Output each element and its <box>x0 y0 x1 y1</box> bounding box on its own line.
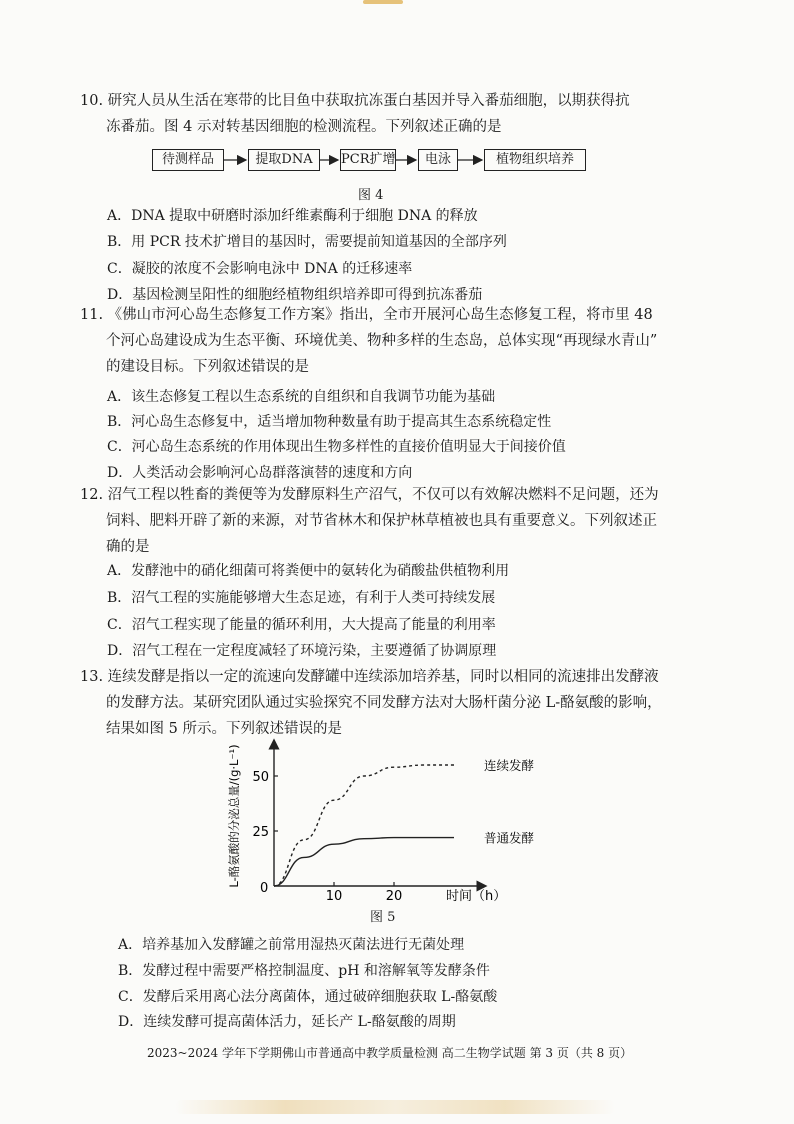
q11-stem-line3: 的建设目标。下列叙述错误的是 <box>106 359 309 375</box>
q12-stem-line1: 12. 沼气工程以牲畜的粪便等为发酵原料生产沼气，不仅可以有效解决燃料不足问题，还为 <box>80 487 659 503</box>
q10-stem-line1: 10. 研究人员从生活在寒带的比目鱼中获取抗冻蛋白基因并导入番茄细胞，以期获得抗 <box>80 93 630 109</box>
flow-step-4: 电泳 <box>418 149 458 171</box>
q13-option-d: D．连续发酵可提高菌体活力，延长产 L-酪氨酸的周期 <box>118 1014 456 1030</box>
question-10 <box>80 88 720 140</box>
q11-stem-line2: 个河心岛建设成为生态平衡、环境优美、物种多样的生态岛，总体实现“再现绿水青山” <box>106 333 658 349</box>
question-11 <box>80 302 720 380</box>
q12-option-b: B．沼气工程的实施能够增大生态足迹，有利于人类可持续发展 <box>107 590 496 606</box>
series-line-2 <box>274 838 454 886</box>
flow-step-5: 植物组织培养 <box>484 149 586 171</box>
q12-stem-line3: 确的是 <box>106 539 150 555</box>
series-labels <box>484 758 535 846</box>
figure-5-chart <box>220 732 540 902</box>
y-tick-label: 50 <box>252 770 269 785</box>
q11-option-c: C．河心岛生态系统的作用体现出生物多样性的直接价值明显大于间接价值 <box>107 439 566 455</box>
scan-mark-top <box>363 0 403 4</box>
series-line-1 <box>274 765 454 886</box>
axis-ticks <box>252 770 402 902</box>
q12-stem-line2: 饲料、肥料开辟了新的来源，对节省林木和保护林草植被也具有重要意义。下列叙述正 <box>106 513 657 529</box>
q10-option-b: B．用 PCR 技术扩增目的基因时，需要提前知道基因的全部序列 <box>107 234 507 250</box>
q11-option-b: B．河心岛生态修复中，适当增加物种数量有助于提高其生态系统稳定性 <box>107 414 552 430</box>
series-lines <box>274 765 454 886</box>
q13-option-b: B．发酵过程中需要严格控制温度、pH 和溶解氧等发酵条件 <box>118 963 490 979</box>
q10-option-a: A．DNA 提取中研磨时添加纤维素酶利于细胞 DNA 的释放 <box>107 208 478 224</box>
question-12 <box>80 482 720 560</box>
q10-stem-line2: 冻番茄。图 4 示对转基因细胞的检测流程。下列叙述正确的是 <box>106 119 502 135</box>
q12-option-c: C．沼气工程实现了能量的循环利用，大大提高了能量的利用率 <box>107 617 496 633</box>
q10-option-c: C．凝胶的浓度不会影响电泳中 DNA 的迁移速率 <box>107 261 413 277</box>
figure-4-caption: 图 4 <box>358 188 384 203</box>
q11-option-a: A．该生态修复工程以生态系统的自组织和自我调节功能为基础 <box>107 389 496 405</box>
q13-stem-line2: 的发酵方法。某研究团队通过实验探究不同发酵方法对大肠杆菌分泌 L-酪氨酸的影响， <box>106 695 662 711</box>
y-axis-label: L-酪氨酸的分泌总量/(g·L⁻¹) <box>227 744 241 888</box>
y-tick-label: 25 <box>252 825 269 840</box>
flow-step-1: 待测样品 <box>152 149 224 171</box>
q12-option-d: D．沼气工程在一定程度减轻了环境污染，主要遵循了协调原理 <box>107 643 497 659</box>
origin-label: 0 <box>260 881 269 896</box>
series-label-1: 连续发酵 <box>484 758 535 773</box>
series-label-2: 普通发酵 <box>484 830 535 846</box>
figure-4-flowchart <box>152 147 592 173</box>
q11-option-d: D．人类活动会影响河心岛群落演替的速度和方向 <box>107 465 413 481</box>
q11-stem-line1: 11. 《佛山市河心岛生态修复工作方案》指出，全市开展河心岛生态修复工程，将市里 48 <box>80 307 653 323</box>
q12-option-a: A．发酵池中的硝化细菌可将粪便中的氨转化为硝酸盐供植物利用 <box>107 563 510 579</box>
flow-step-3: PCR扩增 <box>340 149 396 171</box>
q13-stem-line3: 结果如图 5 所示。下列叙述错误的是 <box>106 721 342 737</box>
q10-option-d: D．基因检测呈阳性的细胞经植物组织培养即可得到抗冻番茄 <box>107 287 483 303</box>
x-axis-title: 时间（h） <box>446 889 507 902</box>
x-tick-label: 10 <box>325 889 343 902</box>
q13-option-c: C．发酵后采用离心法分离菌体，通过破碎细胞获取 L-酪氨酸 <box>118 989 498 1005</box>
page-footer: 2023~2024 学年下学期佛山市普通高中教学质量检测 高二生物学试题 第 3 页（共 8 页） <box>147 1046 633 1060</box>
flow-step-2: 提取DNA <box>248 149 320 171</box>
figure-5-caption: 图 5 <box>370 910 396 925</box>
q13-stem-line1: 13. 连续发酵是指以一定的流速向发酵罐中连续添加培养基，同时以相同的流速排出发酵液 <box>80 669 659 685</box>
scan-mark-bottom <box>175 1100 615 1114</box>
question-13 <box>80 664 720 742</box>
q13-option-a: A．培养基加入发酵罐之前常用湿热灭菌法进行无菌处理 <box>118 937 465 953</box>
x-tick-label: 20 <box>385 889 403 902</box>
